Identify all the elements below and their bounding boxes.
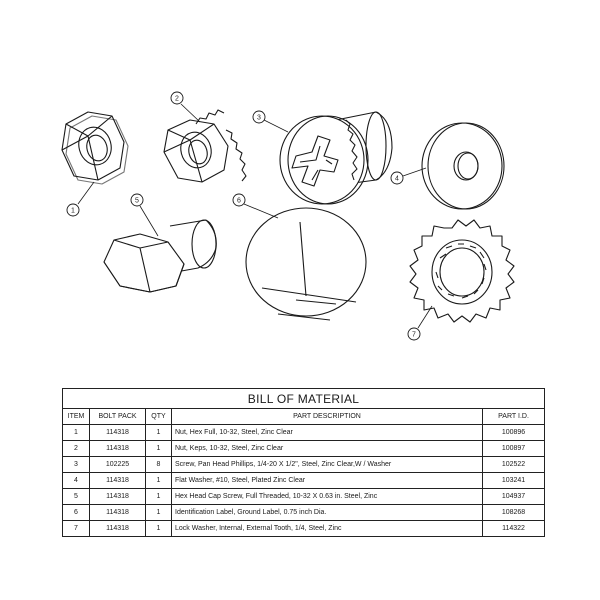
cell-qty: 1 xyxy=(146,425,172,441)
bom-title: BILL OF MATERIAL xyxy=(63,389,545,409)
col-header-part-id: PART I.D. xyxy=(483,409,545,425)
table-row xyxy=(63,521,545,537)
cell-part-description: Screw, Pan Head Phillips, 1/4-20 X 1/2", Steel, Zinc Clear,W / Washer xyxy=(172,457,483,473)
cell-item: 2 xyxy=(63,441,90,457)
balloon-6 xyxy=(233,194,245,206)
cell-bolt-pack: 102225 xyxy=(90,457,146,473)
leader-lines xyxy=(78,104,432,328)
balloon-3 xyxy=(253,111,265,123)
lock-washer-illustration xyxy=(410,220,514,322)
cell-bolt-pack: 114318 xyxy=(90,521,146,537)
table-row xyxy=(63,441,545,457)
table-row xyxy=(63,425,545,441)
cell-item: 1 xyxy=(63,425,90,441)
flat-washer-illustration xyxy=(422,123,504,209)
cell-part-id: 102522 xyxy=(483,457,545,473)
bill-of-material-table xyxy=(62,388,545,537)
balloon-7 xyxy=(408,328,420,340)
cell-part-id: 100896 xyxy=(483,425,545,441)
balloon-1 xyxy=(67,204,79,216)
keps-nut-illustration xyxy=(164,110,246,182)
cell-item: 6 xyxy=(63,505,90,521)
cell-bolt-pack: 114318 xyxy=(90,473,146,489)
cell-part-id: 108268 xyxy=(483,505,545,521)
bom-body xyxy=(63,425,545,537)
cell-qty: 1 xyxy=(146,441,172,457)
cell-bolt-pack: 114318 xyxy=(90,489,146,505)
col-header-bolt-pack: BOLT PACK xyxy=(90,409,146,425)
cell-part-description: Lock Washer, Internal, External Tooth, 1/4, Steel, Zinc xyxy=(172,521,483,537)
svg-text:4: 4 xyxy=(395,175,399,183)
table-row xyxy=(63,489,545,505)
cell-part-id: 103241 xyxy=(483,473,545,489)
cell-part-description: Identification Label, Ground Label, 0.75 inch Dia. xyxy=(172,505,483,521)
cell-part-description: Nut, Hex Full, 10-32, Steel, Zinc Clear xyxy=(172,425,483,441)
cell-part-id: 114322 xyxy=(483,521,545,537)
cell-bolt-pack: 114318 xyxy=(90,425,146,441)
balloon-4 xyxy=(391,172,403,184)
bom-header-row xyxy=(63,409,545,425)
cell-bolt-pack: 114318 xyxy=(90,441,146,457)
svg-text:6: 6 xyxy=(237,197,241,205)
cell-part-id: 104937 xyxy=(483,489,545,505)
svg-text:1: 1 xyxy=(71,207,75,215)
cell-part-id: 100897 xyxy=(483,441,545,457)
col-header-part-description: PART DESCRIPTION xyxy=(172,409,483,425)
cell-part-description: Hex Head Cap Screw, Full Threaded, 10-32 X 0.63 in. Steel, Zinc xyxy=(172,489,483,505)
cell-bolt-pack: 114318 xyxy=(90,505,146,521)
cell-qty: 1 xyxy=(146,473,172,489)
cell-qty: 1 xyxy=(146,489,172,505)
cell-item: 3 xyxy=(63,457,90,473)
balloon-5 xyxy=(131,194,143,206)
cell-part-description: Nut, Keps, 10-32, Steel, Zinc Clear xyxy=(172,441,483,457)
svg-text:7: 7 xyxy=(412,331,416,339)
balloon-2 xyxy=(171,92,183,104)
pan-head-screw-illustration xyxy=(280,112,392,204)
cell-item: 5 xyxy=(63,489,90,505)
table-row xyxy=(63,505,545,521)
cell-qty: 8 xyxy=(146,457,172,473)
hex-cap-screw-illustration xyxy=(104,220,216,292)
cell-item: 4 xyxy=(63,473,90,489)
cell-qty: 1 xyxy=(146,521,172,537)
col-header-qty: QTY xyxy=(146,409,172,425)
col-header-item: ITEM xyxy=(63,409,90,425)
hex-nut-illustration xyxy=(62,112,128,184)
ground-label-illustration xyxy=(246,208,366,320)
cell-qty: 1 xyxy=(146,505,172,521)
svg-text:3: 3 xyxy=(257,114,261,122)
table-row xyxy=(63,457,545,473)
svg-text:2: 2 xyxy=(175,95,179,103)
cell-part-description: Flat Washer, #10, Steel, Plated Zinc Clear xyxy=(172,473,483,489)
cell-item: 7 xyxy=(63,521,90,537)
table-row xyxy=(63,473,545,489)
svg-text:5: 5 xyxy=(135,197,139,205)
